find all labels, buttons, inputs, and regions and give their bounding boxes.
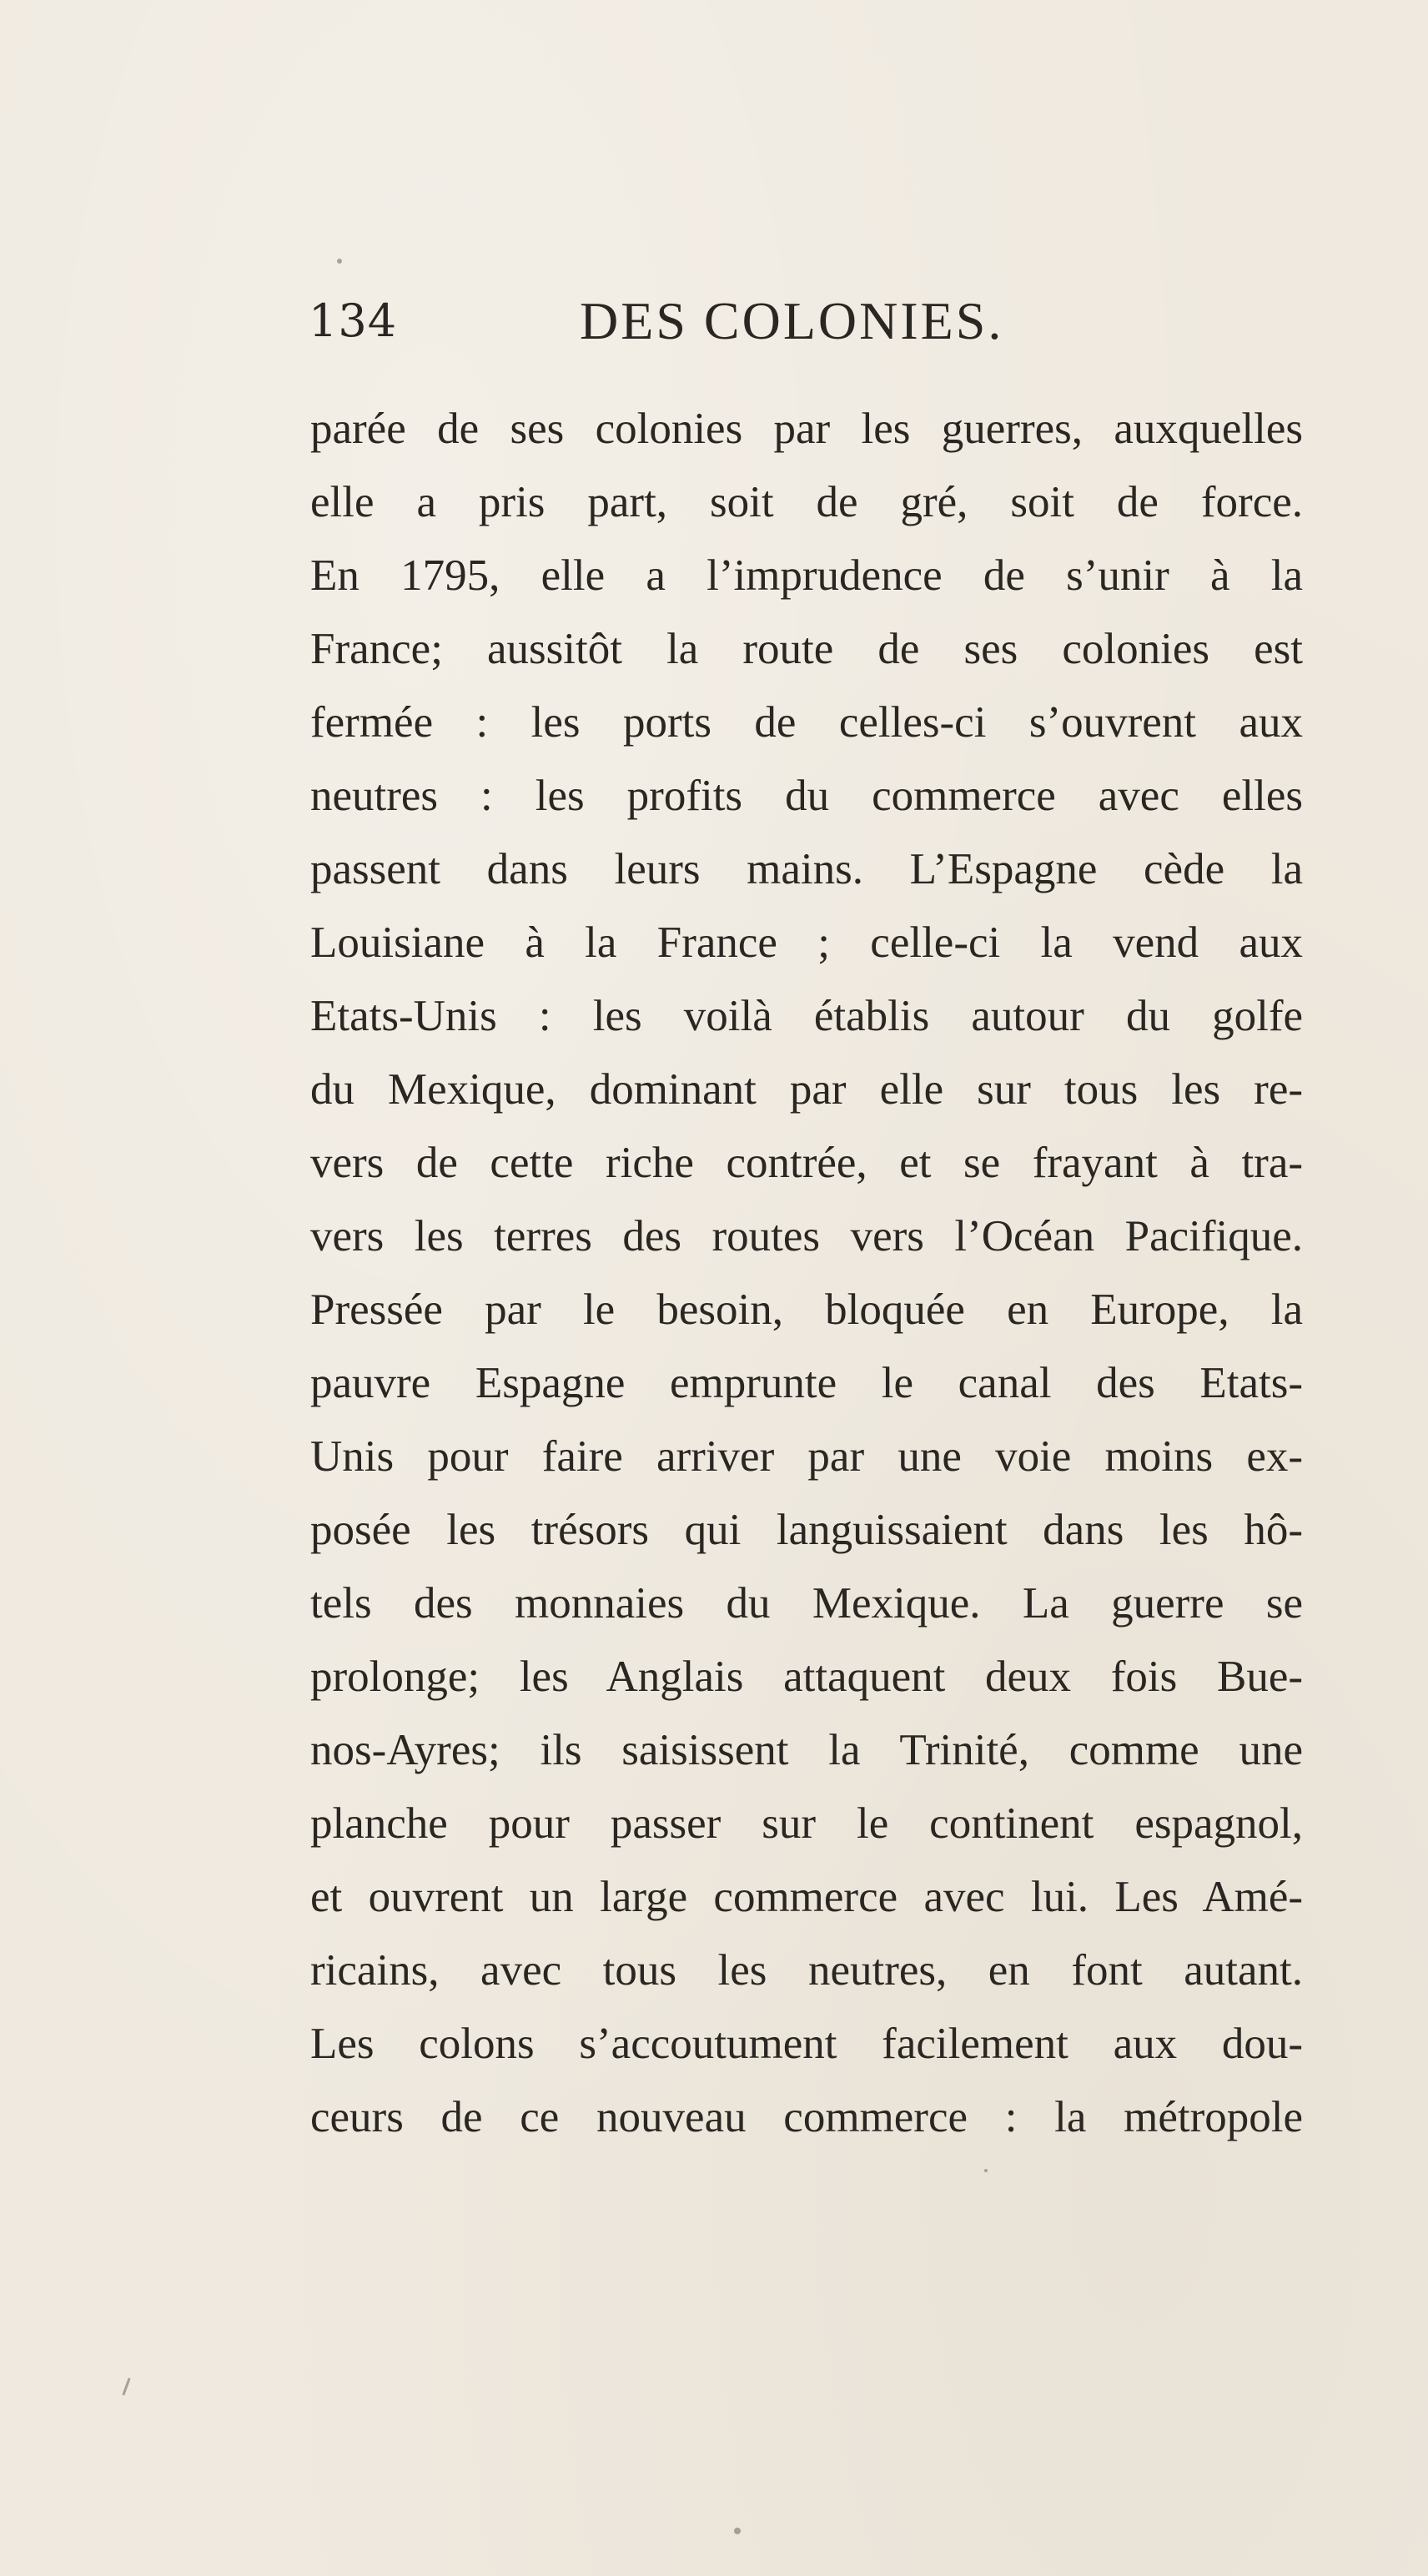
text-line: posée les trésors qui languissaient dans les hô- — [310, 1506, 1303, 1554]
text-line: Les colons s’accoutument facilement aux dou- — [310, 2020, 1303, 2068]
paper-speck — [337, 259, 342, 264]
text-line: neutres : les profits du commerce avec elles — [310, 772, 1303, 820]
text-line: du Mexique, dominant par elle sur tous les re- — [310, 1065, 1303, 1114]
paper-speck — [984, 2169, 988, 2172]
text-line: fermée : les ports de celles-ci s’ouvrent aux — [310, 698, 1303, 747]
text-line: tels des monnaies du Mexique. La guerre se — [310, 1579, 1303, 1628]
text-line: prolonge; les Anglais attaquent deux fois Bue- — [310, 1653, 1303, 1701]
text-line: ricains, avec tous les neutres, en font autant. — [310, 1946, 1303, 1995]
text-line: nos-Ayres; ils saisissent la Trinité, comme une — [310, 1726, 1303, 1774]
text-line: elle a pris part, soit de gré, soit de force. — [310, 478, 1303, 526]
paper-speck — [122, 2377, 130, 2396]
page-number: 134 — [309, 294, 398, 347]
text-line: parée de ses colonies par les guerres, auxquelles — [310, 405, 1303, 453]
text-line: ceurs de ce nouveau commerce : la métropole — [310, 2093, 1303, 2141]
body-text — [310, 392, 1303, 2154]
text-line: Louisiane à la France ; celle-ci la vend aux — [310, 918, 1303, 967]
text-line: passent dans leurs mains. L’Espagne cède la — [310, 845, 1303, 893]
text-line: et ouvrent un large commerce avec lui. Les Amé- — [310, 1873, 1303, 1921]
text-line: France; aussitôt la route de ses colonies est — [310, 625, 1303, 673]
text-line: Unis pour faire arriver par une voie moins ex- — [310, 1432, 1303, 1481]
text-line: pauvre Espagne emprunte le canal des Etats- — [310, 1359, 1303, 1407]
text-line: vers les terres des routes vers l’Océan Pacifique. — [310, 1212, 1303, 1260]
text-line: Etats-Unis : les voilà établis autour du golfe — [310, 992, 1303, 1040]
text-line: En 1795, elle a l’imprudence de s’unir à la — [310, 551, 1303, 600]
paper-speck — [734, 2528, 741, 2534]
running-title: DES COLONIES. — [580, 291, 1004, 350]
text-line: vers de cette riche contrée, et se frayant à tra- — [310, 1139, 1303, 1187]
text-line: planche pour passer sur le continent espagnol, — [310, 1799, 1303, 1848]
text-line: Pressée par le besoin, bloquée en Europe, la — [310, 1285, 1303, 1334]
running-head — [309, 284, 1143, 359]
